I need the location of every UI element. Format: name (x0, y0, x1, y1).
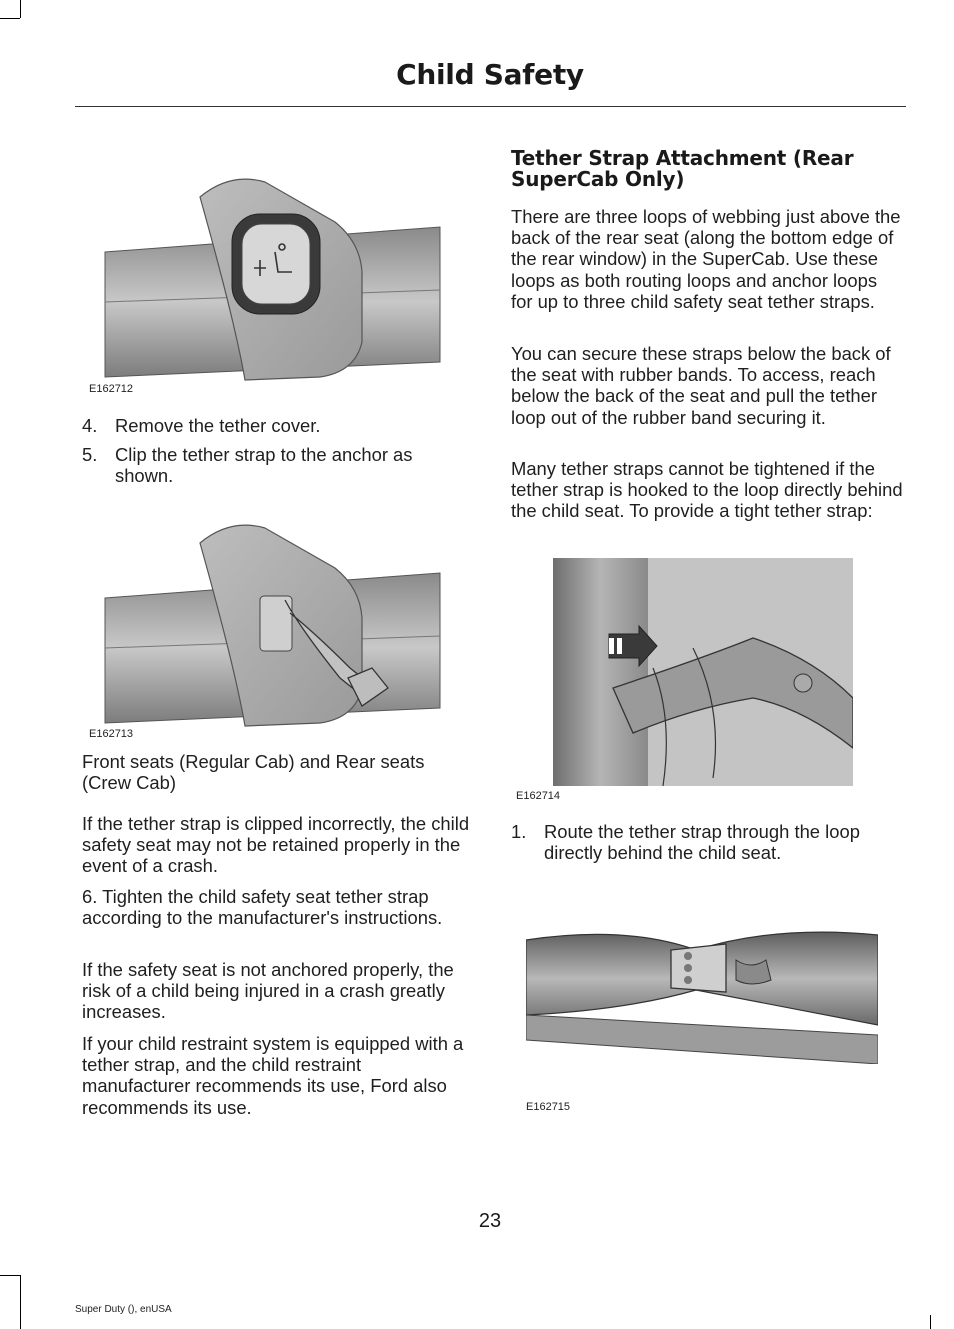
step-number: 1. (511, 821, 527, 842)
figure-tether-cover (100, 172, 445, 384)
title-divider (75, 106, 906, 107)
step-number: 5. (82, 444, 98, 465)
figure-code: E162715 (526, 1101, 571, 1113)
paragraph: Front seats (Regular Cab) and Rear seats (Crew Cab) (82, 751, 425, 794)
paragraph: There are three loops of webbing just above the back of the rear seat (along the bottom edge of the rear window) in the SuperCab. Use these loops as both routing loops and anchor loops for up to three child safety seat tether straps. (511, 206, 901, 312)
figure-anchor-loop (526, 930, 878, 1064)
tether-clip-illustration (100, 518, 445, 730)
crop-mark (20, 1275, 21, 1329)
right-paragraph-1 (511, 206, 903, 312)
section-heading: Tether Strap Attachment (Rear SuperCab Only) (511, 146, 854, 191)
figure-code: E162712 (89, 383, 134, 395)
paragraph: 6. Tighten the child safety seat tether strap according to the manufacturer's instructions. (82, 886, 443, 929)
anchor-loop-illustration (526, 930, 878, 1064)
paragraph: Many tether straps cannot be tightened if the tether strap is hooked to the loop directly behind the child seat. To provide a tight tether strap: (511, 458, 903, 522)
crop-mark (20, 0, 21, 18)
right-paragraph-3 (511, 458, 903, 522)
step-number: 4. (82, 415, 98, 436)
footer-doc-id: Super Duty (), enUSA (75, 1304, 172, 1315)
paragraph: If the tether strap is clipped incorrectly, the child safety seat may not be retained properly in the event of a crash. (82, 813, 470, 877)
left-paragraph-3 (82, 886, 474, 928)
page-title: Child Safety (396, 58, 584, 91)
figure-routing-loop (553, 558, 853, 786)
page-number: 23 (478, 1210, 502, 1232)
figure-code: E162714 (516, 790, 561, 802)
left-paragraph-4 (82, 959, 474, 1023)
paragraph: You can secure these straps below the back of the seat with rubber bands. To access, reach below the back of the seat and pull the tether loop out of the rubber band securing it. (511, 343, 891, 428)
left-paragraph-5 (82, 1033, 474, 1118)
routing-loop-illustration (553, 558, 853, 786)
left-paragraph-1 (82, 751, 474, 793)
right-paragraph-2 (511, 343, 903, 428)
step-text: Route the tether strap through the loop directly behind the child seat. (544, 821, 860, 864)
paragraph: If the safety seat is not anchored properly, the risk of a child being injured in a crash greatly increases. (82, 959, 454, 1023)
left-paragraph-2 (82, 813, 474, 877)
crop-mark (0, 1275, 20, 1276)
figure-tether-clip (100, 518, 445, 730)
tether-cover-illustration (100, 172, 445, 384)
step-text: Clip the tether strap to the anchor as shown. (115, 444, 413, 487)
paragraph: If your child restraint system is equipped with a tether strap, and the child restraint manufacturer recommends its use, Ford also recommends its use. (82, 1033, 464, 1118)
crop-mark (930, 1315, 931, 1329)
step-text: Remove the tether cover. (115, 415, 321, 436)
figure-code: E162713 (89, 728, 134, 740)
crop-mark (0, 18, 20, 19)
